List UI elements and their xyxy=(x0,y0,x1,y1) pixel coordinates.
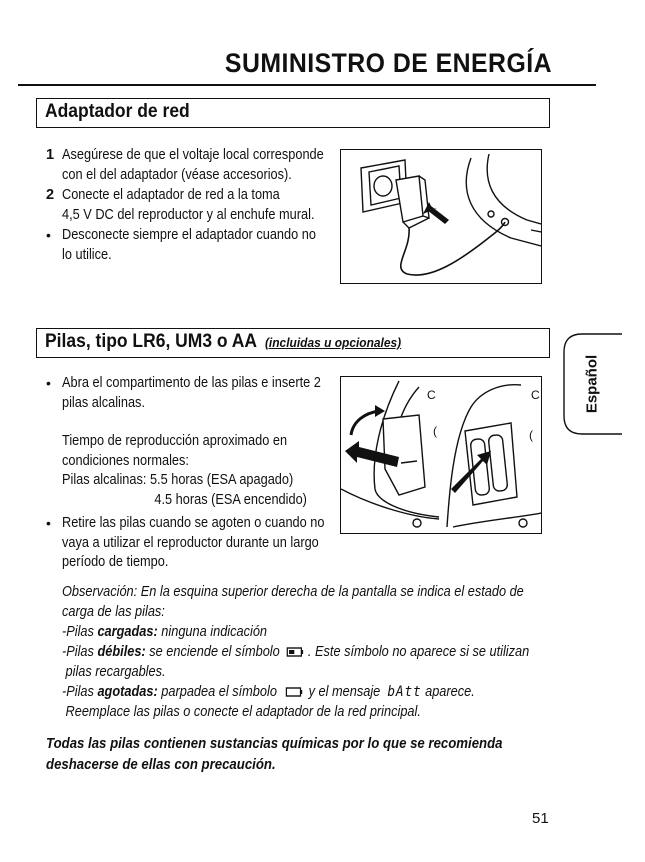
step-marker: 2 xyxy=(46,187,55,203)
text-line: 4.5 horas (ESA encendido) xyxy=(154,491,307,508)
text-line: Abra el compartimento de las pilas e inserte 2 xyxy=(62,375,321,391)
note-line: Observación: En la esquina superior derecha de la pantalla se indica el estado de xyxy=(62,584,524,600)
note-weak xyxy=(62,642,529,662)
page-title: SUMINISTRO DE ENERGÍA xyxy=(224,48,552,78)
svg-text:(: ( xyxy=(433,424,437,438)
note-text: y el mensaje xyxy=(308,684,381,700)
note-line: carga de las pilas: xyxy=(62,604,165,620)
note-empty xyxy=(62,682,529,702)
step-line: Desconecte siempre el adaptador cuando no xyxy=(62,227,316,243)
text-line: vaya a utilizar el reproductor durante un largo xyxy=(62,534,319,551)
note-text: . Este símbolo no aparece si se utilizan xyxy=(307,644,530,660)
svg-text:C: C xyxy=(427,388,436,402)
lcd-message: bAtt xyxy=(387,684,422,700)
section-title: Adaptador de red xyxy=(45,101,190,122)
bullet-remove xyxy=(46,514,346,574)
section-subtitle: (incluidas u opcionales) xyxy=(264,335,402,350)
battery-status-note xyxy=(62,582,529,722)
text-line: Retire las pilas cuando se agoten o cuando no xyxy=(62,515,325,531)
note-line: Reemplace las pilas o conecte el adaptador de la red principal. xyxy=(65,704,421,720)
note-text: parpadea el símbolo xyxy=(157,684,277,700)
playtime-block xyxy=(62,432,312,512)
adapter-drawing xyxy=(341,150,541,283)
language-tab xyxy=(562,332,622,436)
section-heading-batteries xyxy=(36,328,550,358)
step-line: con el del adaptador (véase accesorios). xyxy=(62,166,292,183)
warning-line: deshacerse de ellas con precaución. xyxy=(46,756,276,773)
step-line: lo utilice. xyxy=(62,246,112,263)
note-label: débiles: xyxy=(97,644,146,660)
battery-empty-icon xyxy=(286,687,304,697)
step-3 xyxy=(46,226,336,266)
note-text: ninguna indicación xyxy=(157,624,268,640)
note-text: aparece. xyxy=(425,684,475,700)
battery-instructions xyxy=(46,374,346,574)
bullet-icon: • xyxy=(46,375,51,391)
battery-illustration xyxy=(340,376,542,534)
note-label: agotadas: xyxy=(97,684,158,700)
battery-drawing xyxy=(341,377,541,533)
note-label: cargadas: xyxy=(97,624,158,640)
step-line: Asegúrese de que el voltaje local corresponde xyxy=(62,147,324,163)
title-rule xyxy=(18,84,596,86)
section-title-text: Pilas, tipo LR6, UM3 o AA xyxy=(45,331,257,352)
bullet-insert xyxy=(46,374,346,432)
page-number: 51 xyxy=(532,810,549,827)
svg-text:(: ( xyxy=(529,428,533,442)
note-line: pilas recargables. xyxy=(65,664,166,680)
text-line: Tiempo de reproducción aproximado en xyxy=(62,433,288,449)
text-line: condiciones normales: xyxy=(62,452,189,469)
battery-weak-icon xyxy=(287,647,305,657)
step-2 xyxy=(46,186,336,226)
step-marker: 1 xyxy=(46,147,55,163)
svg-text:C: C xyxy=(531,388,540,402)
note-full xyxy=(62,622,529,642)
step-line: Conecte el adaptador de red a la toma xyxy=(62,187,280,203)
language-label: Español xyxy=(583,354,601,414)
power-adapter-steps xyxy=(46,146,336,266)
section-title xyxy=(45,331,401,353)
text-line: pilas alcalinas. xyxy=(62,394,145,411)
text-line: período de tiempo. xyxy=(62,554,169,570)
disposal-warning xyxy=(46,733,503,775)
note-text: se enciende el símbolo xyxy=(145,644,280,660)
step-1 xyxy=(46,146,336,186)
step-line: 4,5 V DC del reproductor y al enchufe mural. xyxy=(62,206,315,223)
note-prefix: -Pilas xyxy=(62,624,98,640)
bullet-icon: • xyxy=(46,515,51,531)
warning-line: Todas las pilas contienen sustancias químicas por lo que se recomienda xyxy=(46,735,503,752)
step-marker: • xyxy=(46,227,51,243)
note-prefix: -Pilas xyxy=(62,644,98,660)
section-heading-power-adapter xyxy=(36,98,550,128)
power-adapter-illustration xyxy=(340,149,542,284)
note-prefix: -Pilas xyxy=(62,684,98,700)
text-line: Pilas alcalinas: 5.5 horas (ESA apagado) xyxy=(62,472,294,488)
